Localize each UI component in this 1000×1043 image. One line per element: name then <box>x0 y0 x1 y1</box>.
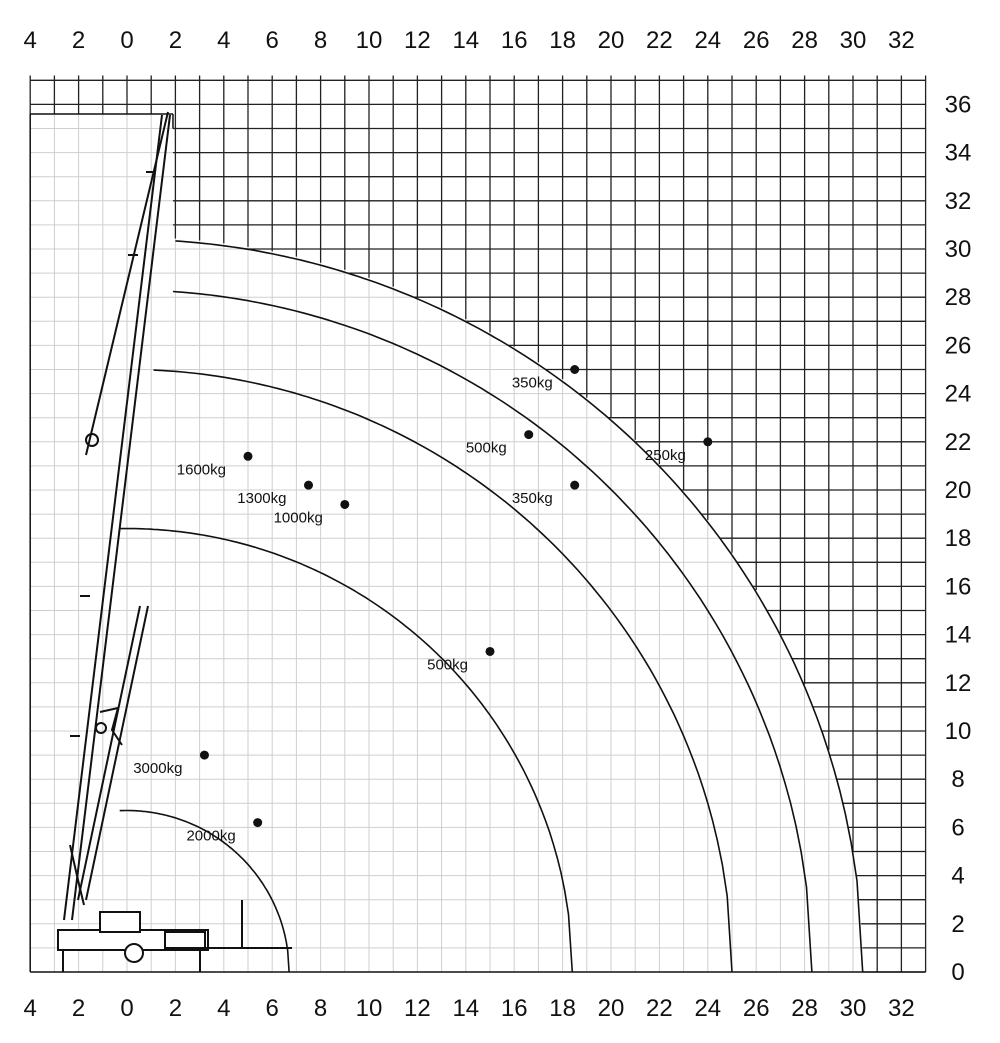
x-tick-bottom: 22 <box>646 995 673 1022</box>
x-tick-bottom: 14 <box>452 995 480 1022</box>
x-tick-top: 12 <box>404 27 431 54</box>
x-tick-bottom: 12 <box>404 995 431 1022</box>
load-point <box>244 452 253 461</box>
load-label: 500kg <box>427 656 468 674</box>
y-tick: 0 <box>951 959 965 986</box>
truck-wheel <box>125 944 143 962</box>
secondary-boom-right <box>86 606 148 900</box>
y-tick: 32 <box>944 187 972 215</box>
x-tick-bottom: 8 <box>313 995 328 1022</box>
y-tick: 18 <box>944 525 972 553</box>
load-point <box>304 481 313 490</box>
x-tick-top: 18 <box>549 27 576 54</box>
secondary-boom-left <box>78 606 140 900</box>
y-tick: 24 <box>944 380 972 408</box>
load-label: 2000kg <box>186 827 236 845</box>
y-tick: 28 <box>944 284 972 312</box>
y-tick: 2 <box>951 910 965 938</box>
y-tick: 12 <box>944 669 972 697</box>
x-tick-bottom: 0 <box>120 995 134 1022</box>
x-tick-bottom: 10 <box>355 995 383 1022</box>
x-tick-bottom: 2 <box>71 995 86 1022</box>
x-tick-top: 6 <box>265 27 279 54</box>
x-tick-bottom: 32 <box>888 995 915 1022</box>
curve-5 <box>175 241 862 972</box>
load-label: 1000kg <box>273 509 323 527</box>
outrigger-box <box>165 932 205 948</box>
x-tick-top: 24 <box>694 27 722 54</box>
x-tick-top: 4 <box>23 27 37 54</box>
x-tick-bottom: 28 <box>791 995 818 1022</box>
load-point <box>570 365 579 374</box>
load-point <box>340 500 349 509</box>
load-label: 350kg <box>511 490 553 508</box>
x-tick-top: 32 <box>888 27 915 54</box>
x-tick-bottom: 20 <box>597 995 625 1022</box>
x-tick-top: 2 <box>71 27 86 54</box>
y-tick: 26 <box>944 332 972 360</box>
main-boom-right <box>72 115 170 920</box>
load-point <box>570 481 579 490</box>
y-tick: 14 <box>944 621 972 649</box>
truck-cab <box>100 912 140 932</box>
x-tick-top: 20 <box>597 27 625 54</box>
x-tick-top: 30 <box>839 27 867 54</box>
load-point <box>703 437 712 446</box>
grid-fine <box>30 75 925 972</box>
lifting-curves <box>120 241 863 972</box>
x-tick-top: 22 <box>646 27 673 54</box>
x-tick-top: 14 <box>452 27 480 54</box>
x-tick-top: 4 <box>217 27 231 54</box>
grid-coarse <box>30 75 925 972</box>
x-tick-bottom: 30 <box>839 995 867 1022</box>
x-tick-bottom: 24 <box>694 995 722 1022</box>
x-tick-bottom: 26 <box>742 995 770 1022</box>
load-label: 250kg <box>644 446 686 464</box>
y-tick: 34 <box>944 139 972 167</box>
x-tick-top: 2 <box>168 27 183 54</box>
x-tick-top: 26 <box>742 27 770 54</box>
y-tick: 8 <box>951 766 965 794</box>
y-tick: 10 <box>944 718 972 745</box>
y-tick: 22 <box>944 428 972 456</box>
load-point <box>524 430 533 439</box>
load-points <box>133 365 712 845</box>
curve-2 <box>120 529 573 972</box>
x-tick-bottom: 16 <box>500 995 528 1022</box>
load-label: 350kg <box>511 374 553 392</box>
x-tick-top: 10 <box>355 27 383 54</box>
y-tick: 16 <box>944 573 972 601</box>
y-tick: 6 <box>951 814 965 842</box>
x-tick-bottom: 2 <box>168 995 183 1022</box>
load-label: 3000kg <box>133 760 183 778</box>
load-label: 1600kg <box>176 461 226 479</box>
load-label: 500kg <box>465 439 507 457</box>
load-point <box>253 818 262 827</box>
x-tick-bottom: 4 <box>217 995 231 1022</box>
x-tick-bottom: 4 <box>23 995 37 1022</box>
y-tick: 4 <box>951 862 965 890</box>
x-tick-bottom: 6 <box>265 995 279 1022</box>
y-tick: 30 <box>944 236 972 263</box>
load-point <box>486 647 495 656</box>
y-tick: 36 <box>944 91 972 119</box>
x-tick-bottom: 18 <box>549 995 576 1022</box>
x-tick-top: 28 <box>791 27 818 54</box>
x-tick-top: 8 <box>313 27 328 54</box>
x-tick-top: 16 <box>500 27 528 54</box>
load-point <box>200 751 209 760</box>
y-tick: 20 <box>944 477 972 504</box>
hydraulic-cylinder <box>70 845 84 905</box>
load-label: 1300kg <box>237 490 287 508</box>
x-tick-top: 0 <box>120 27 134 54</box>
